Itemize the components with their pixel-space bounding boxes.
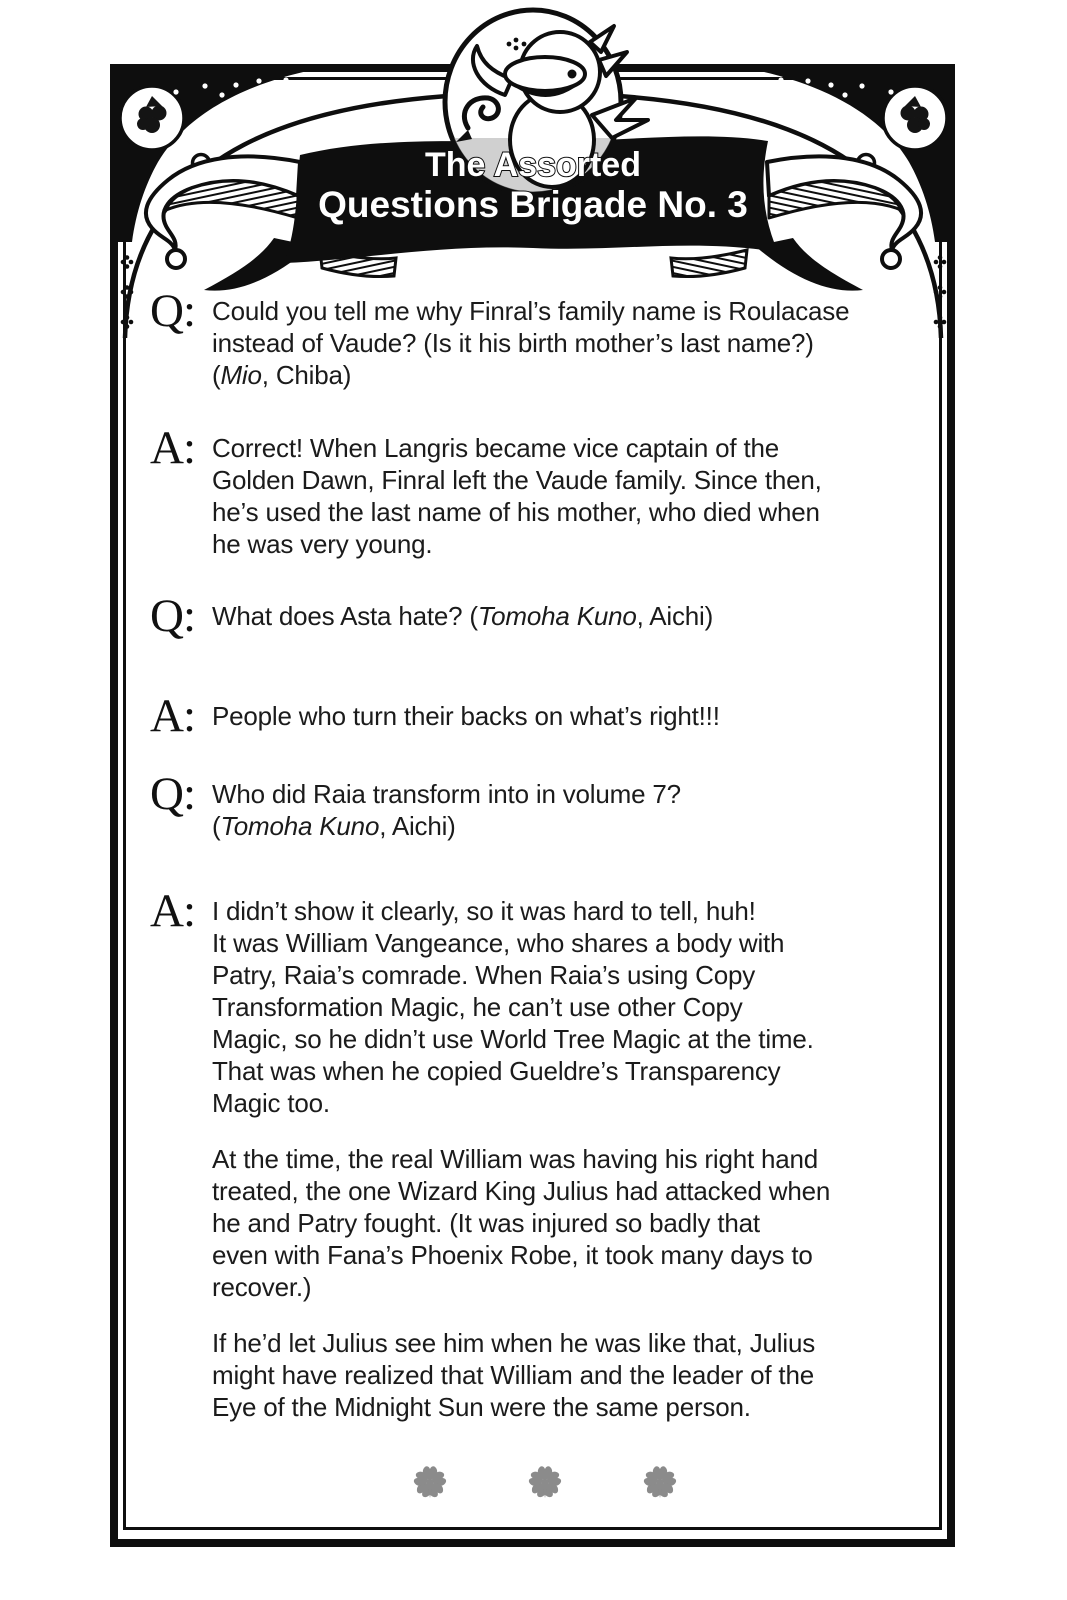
qa-text [212, 895, 830, 1423]
qa-marker: A: [150, 690, 195, 742]
answer-block [150, 690, 950, 742]
question-block [150, 768, 950, 842]
question-block [150, 590, 950, 642]
question-block [150, 285, 950, 391]
qa-marker: Q: [150, 768, 195, 820]
qa-marker: A: [150, 885, 195, 937]
banner-title-line2: Questions Brigade No. 3 [318, 184, 748, 225]
clover-icon [642, 1464, 678, 1500]
banner-title-line1: The Assorted [424, 146, 642, 184]
clover-icon [412, 1464, 448, 1500]
footer-ornaments [0, 1464, 1067, 1500]
answer-block [150, 885, 950, 1423]
qa-text [212, 295, 849, 391]
paragraph: Could you tell me why Finral’s family name is Roulacase instead of Vaude? (Is it his birth mother’s last name?) (Mio, Chiba) [212, 296, 850, 390]
clover-icon [527, 1464, 563, 1500]
paragraph: Correct! When Langris became vice captain of the Golden Dawn, Finral left the Vaude family. Since then, he’s used the last name of his mother, who died when he was very young. [212, 433, 822, 559]
qa-text [212, 600, 713, 632]
paragraph: At the time, the real William was having his right hand treated, the one Wizard King Julius had attacked when he and Patry fought. (It was injured so badly that even with Fana’s Phoenix Robe, it took many days to recover.) [212, 1144, 831, 1302]
paragraph: Who did Raia transform into in volume 7? (Tomoha Kuno, Aichi) [212, 779, 681, 841]
paragraph: I didn’t show it clearly, so it was hard to tell, huh! It was William Vangeance, who shares a body with Patry, Raia’s comrade. When Raia’s using Copy Transformation Magic, he can’t use other Copy Magic, so he didn’t use World Tree Magic at the time. That was when he copied Gueldre’s Transparency Magic too. [212, 896, 814, 1118]
qa-text [212, 700, 720, 732]
qa-marker: A: [150, 422, 195, 474]
qa-text [212, 778, 681, 842]
qa-marker: Q: [150, 285, 195, 337]
qa-text [212, 432, 822, 560]
paragraph: What does Asta hate? (Tomoha Kuno, Aichi) [212, 601, 714, 631]
qa-marker: Q: [150, 590, 195, 642]
paragraph: People who turn their backs on what’s right!!! [212, 701, 720, 731]
paragraph: If he’d let Julius see him when he was like that, Julius might have realized that William and the leader of the Eye of the Midnight Sun were the same person. [212, 1328, 815, 1422]
answer-block [150, 422, 950, 560]
